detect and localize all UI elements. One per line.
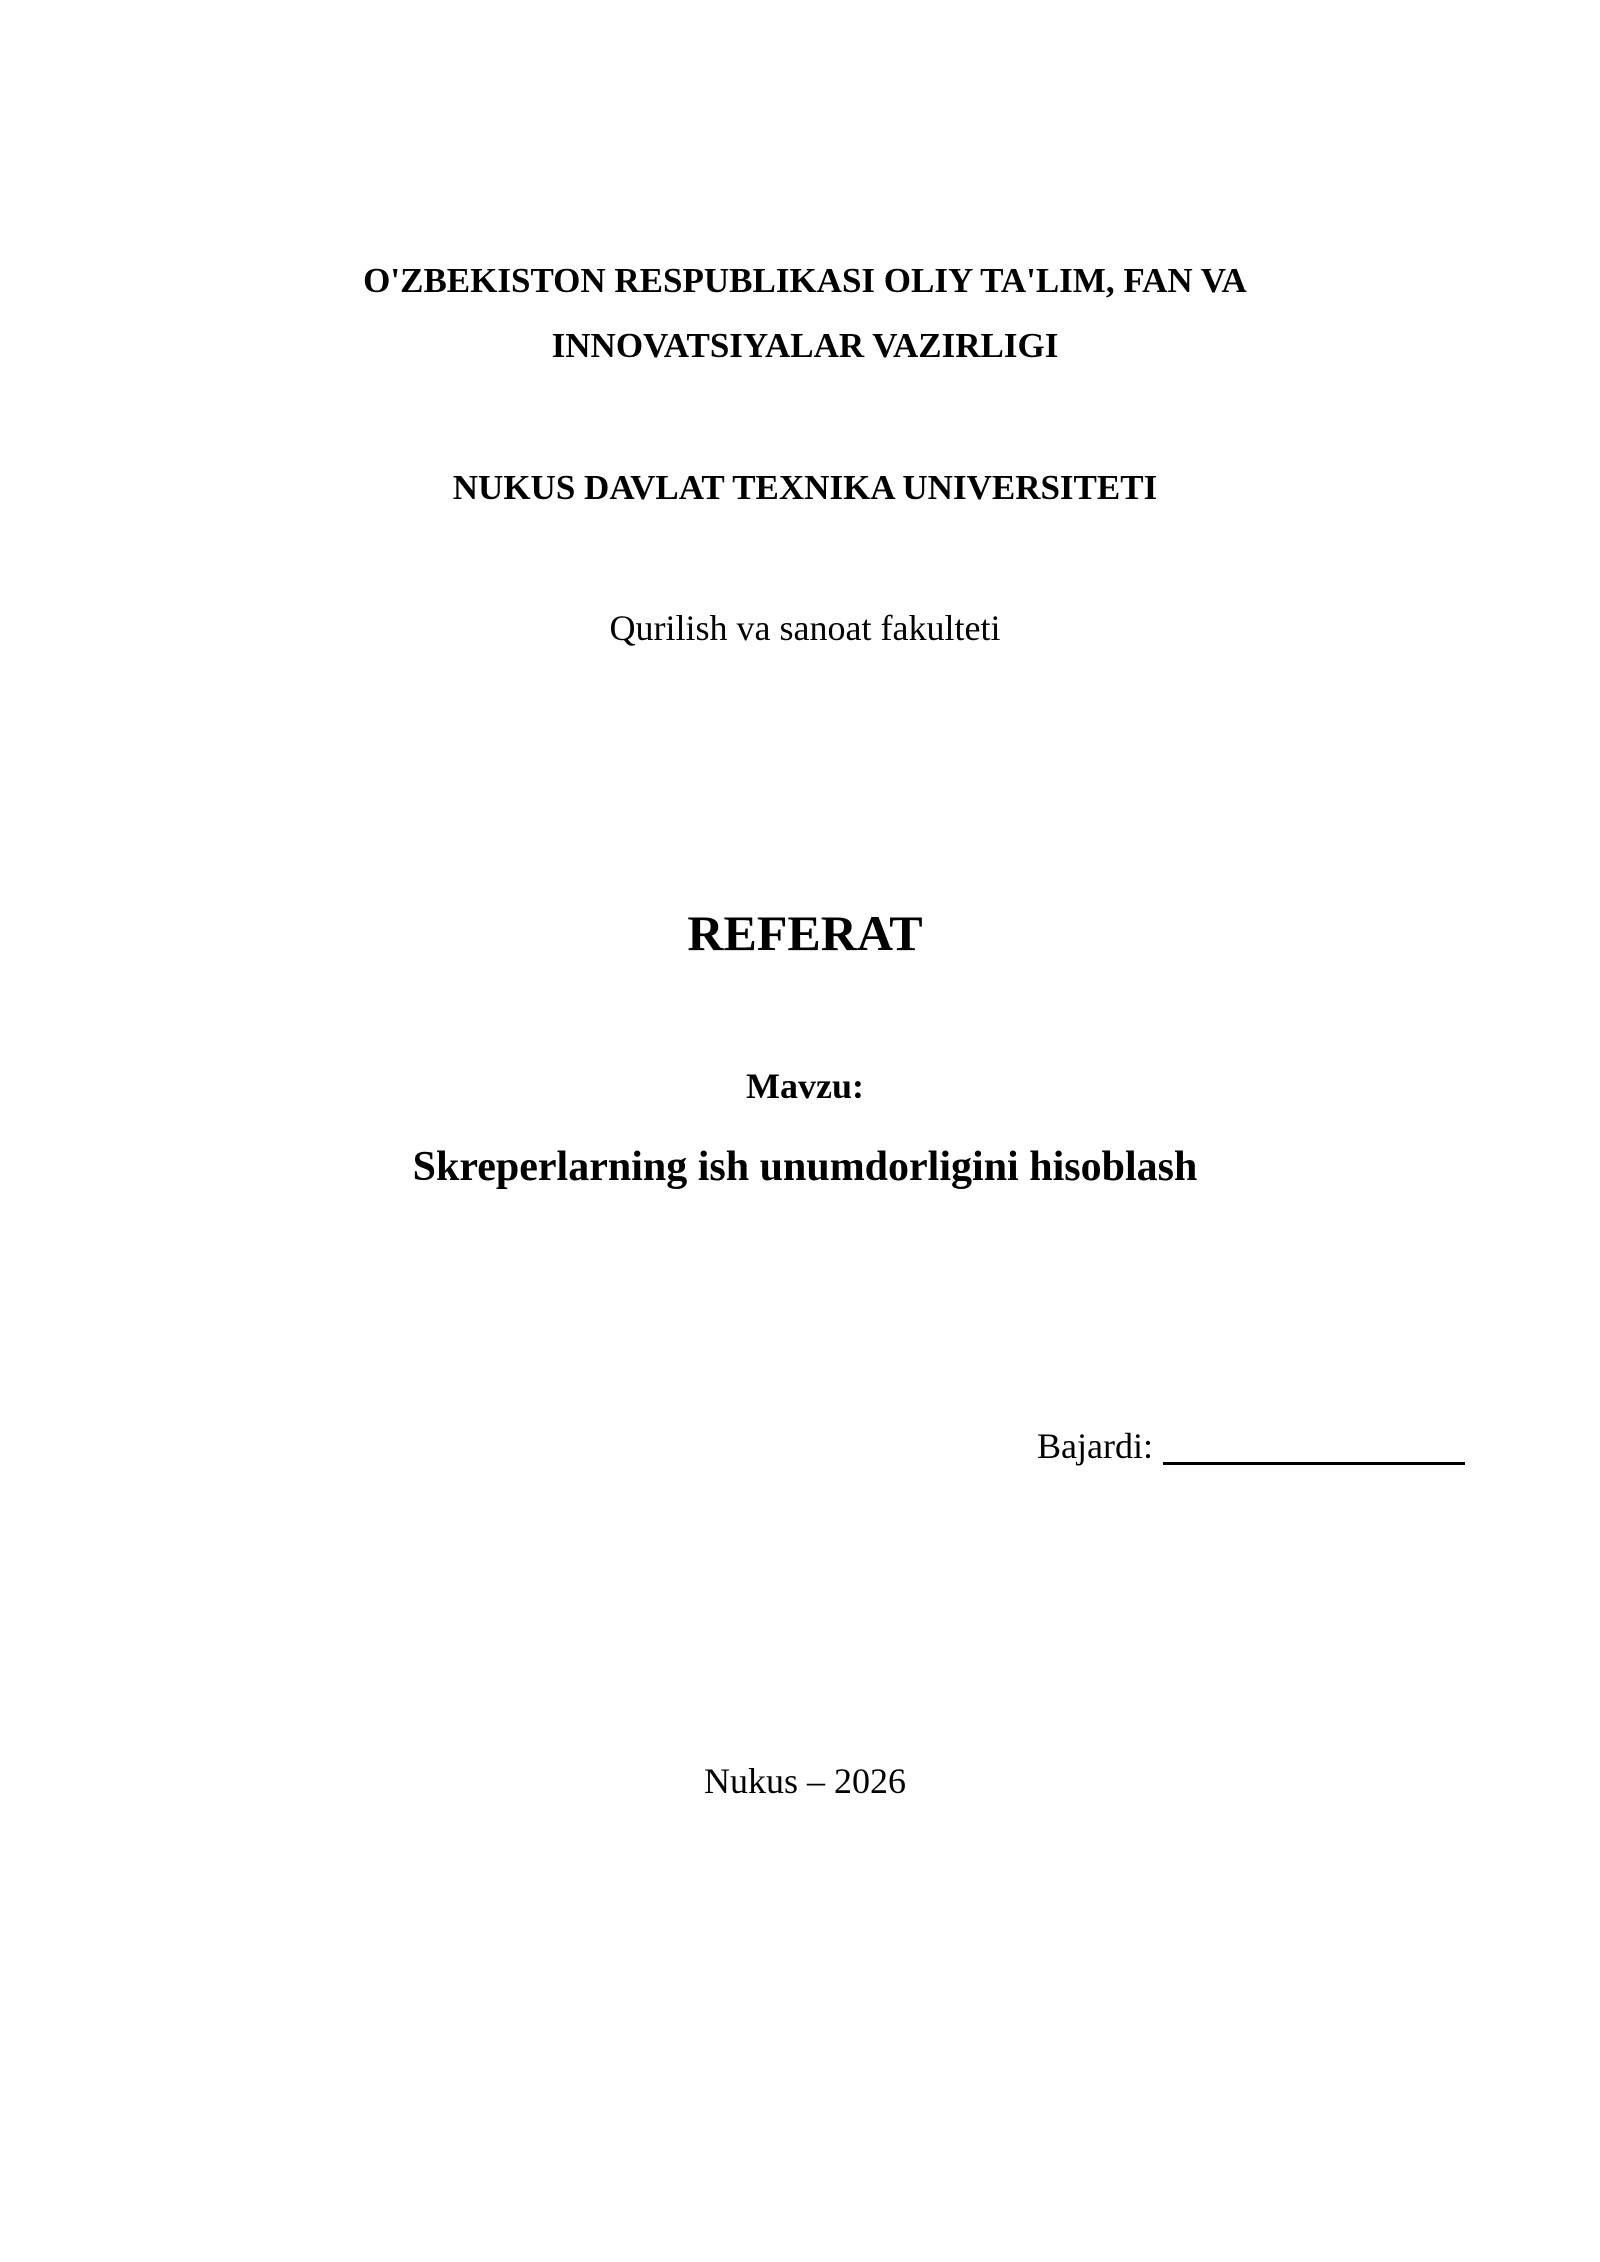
topic-title: Skreperlarning ish unumdorligini hisoblash — [412, 1144, 1198, 1190]
performed-by-field — [1037, 1426, 1465, 1465]
performed-by-label: Bajardi: — [1037, 1426, 1153, 1466]
topic-label: Mavzu: — [746, 1066, 864, 1106]
university-name: NUKUS DAVLAT TEXNIKA UNIVERSITETI — [452, 468, 1158, 507]
ministry-title-line-1: O'ZBEKISTON RESPUBLIKASI OLIY TA'LIM, FAN VA — [363, 261, 1247, 300]
document-type-heading: REFERAT — [687, 905, 923, 961]
faculty-name: Qurilish va sanoat fakulteti — [609, 608, 1001, 648]
city-year: Nukus – 2026 — [703, 1761, 906, 1801]
ministry-title-line-2: INNOVATSIYALAR VAZIRLIGI — [551, 326, 1059, 365]
performed-by-blank-line — [1163, 1426, 1465, 1465]
